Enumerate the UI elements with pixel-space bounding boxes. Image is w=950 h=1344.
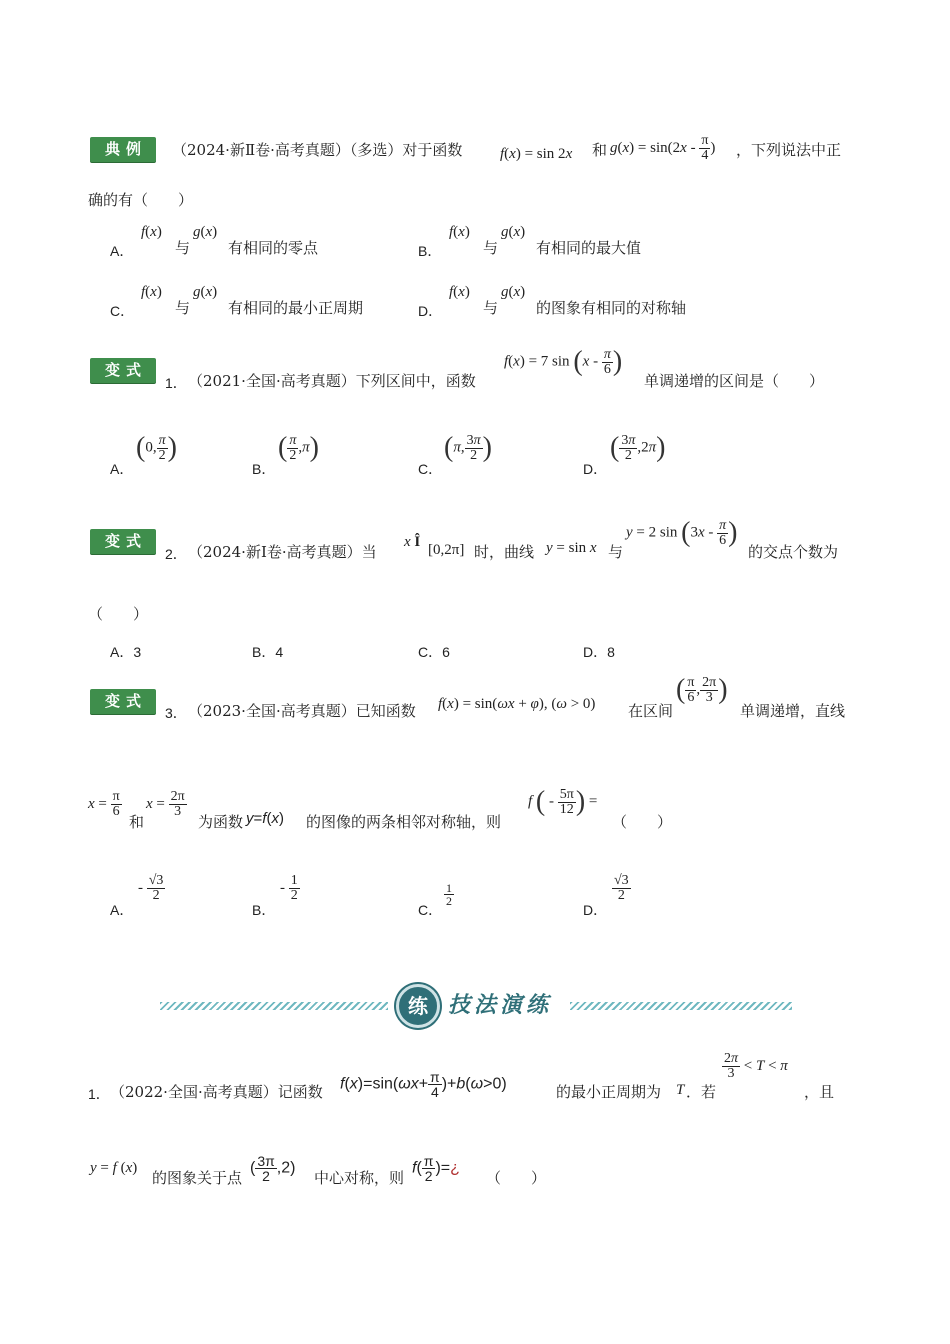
variant-3-query: f ( - $\frac{5\pi}{12}$ ) = — [528, 786, 598, 817]
variant-1-option-b-key[interactable]: B． — [252, 461, 276, 477]
variant-3-line-2: x = $\frac{2\pi}{3}$ — [146, 789, 185, 819]
example-badge: 典例 — [90, 137, 156, 162]
variant-1-tail: 单调递增的区间是（ ） — [644, 372, 825, 390]
practice-1-line2: 的图象关于点 — [152, 1169, 243, 1187]
variant-3-interval: ( $\frac{\pi}{6}$ , $\frac{2\pi}{3}$ ) — [676, 674, 728, 705]
practice-1-qie: ，且 — [804, 1083, 835, 1101]
variant-2-mid: 时，曲线 — [474, 543, 535, 561]
example-option-c-key[interactable]: C． — [110, 303, 135, 319]
practice-1-point: ( $\frac{3\pi}{2}$ ,2) — [250, 1153, 296, 1184]
variant-3-option-a-key[interactable]: A． — [110, 902, 134, 918]
example-option-d-with: 与 — [483, 299, 499, 317]
variant-3-line2b: 的图像的两条相邻对称轴，则 — [306, 813, 502, 831]
variant-1-option-d-key[interactable]: D． — [583, 461, 608, 477]
variant-1-option-c: (π, $\frac{3\pi}{2}$ ) — [444, 432, 492, 463]
variant-2-stem: （2024·新Ⅰ卷·高考真题）当 — [188, 543, 377, 561]
variant-3-stem: （2023·全国·高考真题）已知函数 — [188, 702, 416, 720]
variant-1-number: 1． — [165, 375, 187, 391]
variant-2-paren: （ ） — [88, 605, 149, 623]
variant-1-option-c-key[interactable]: C． — [418, 461, 443, 477]
variant-3-option-c: $\frac{1}{2}$ — [446, 881, 452, 908]
variant-3-yfx: y=f(x) — [246, 810, 284, 827]
variant-1-option-d: ( $\frac{3\pi}{2}$ ,2π) — [610, 432, 666, 463]
example-option-a-f: f(x) — [141, 224, 162, 240]
variant-2-option-a[interactable]: A．3 — [110, 644, 142, 660]
variant-2-interval: [0,2π] — [428, 542, 465, 558]
variant-3-function: f(x) = sin(ωx + φ), (ω > 0) — [438, 696, 596, 712]
practice-1-paren: （ ） — [486, 1169, 547, 1187]
variant-2-number: 2． — [165, 546, 187, 562]
variant-3-option-c-key[interactable]: C． — [418, 902, 443, 918]
variant-3-paren: （ ） — [612, 813, 673, 831]
example-option-a-g: g(x) — [193, 224, 218, 240]
section-divider-right — [570, 1002, 792, 1010]
variant-1-option-b: ( $\frac{\pi}{2}$ ,π) — [278, 432, 319, 463]
example-option-c-g: g(x) — [193, 284, 218, 300]
variant-3-option-b-key[interactable]: B． — [252, 902, 276, 918]
example-f-def: f(x) = sin 2x — [500, 146, 573, 162]
practice-1-condition: $\frac{2\pi}{3}$ < T < π — [724, 1051, 788, 1081]
example-option-c-text: 有相同的最小正周期 — [228, 299, 364, 317]
section-divider-left — [160, 1002, 388, 1010]
example-option-d-text: 的图象有相同的对称轴 — [536, 299, 687, 317]
variant-3-badge: 变式 — [90, 689, 156, 714]
example-stem: （2024·新Ⅱ卷·高考真题）（多选）对于函数 — [172, 141, 463, 159]
variant-2-with: 与 — [608, 543, 624, 561]
example-option-d-key[interactable]: D． — [418, 303, 443, 319]
example-option-c-with: 与 — [175, 299, 191, 317]
example-option-a-key[interactable]: A． — [110, 243, 134, 259]
practice-1-line2b: 中心对称，则 — [314, 1169, 405, 1187]
practice-1-query: f( $\frac{\pi}{2}$ )=¿ — [412, 1153, 460, 1184]
variant-3-option-d-key[interactable]: D． — [583, 902, 608, 918]
practice-1-function: f(x)=sin(ωx+ $\frac{\pi}{4}$ )+b(ω>0) — [340, 1069, 507, 1100]
variant-2-option-c[interactable]: C．6 — [418, 644, 450, 660]
variant-2-tail: 的交点个数为 — [748, 543, 839, 561]
example-option-c-f: f(x) — [141, 284, 162, 300]
example-and: 和 — [592, 141, 608, 159]
example-tail: ，下列说法中正 — [736, 141, 842, 159]
example-option-b-text: 有相同的最大值 — [536, 239, 642, 257]
variant-1-function: f(x) = 7 sin (x - $\frac{\pi}{6}$ ) — [504, 346, 623, 377]
variant-3-mid: 在区间 — [628, 702, 674, 720]
variant-3-and: 和 — [129, 813, 145, 831]
example-option-b-key[interactable]: B． — [418, 243, 442, 259]
section-title: 技法演练 — [448, 992, 553, 1018]
variant-3-option-d: $\frac{√3}{2}$ — [614, 873, 629, 903]
practice-icon: 练 — [396, 984, 440, 1028]
practice-1-ruo: ．若 — [686, 1083, 717, 1101]
practice-1-T: T — [676, 1082, 685, 1098]
variant-2-curve-1: y = sin x — [546, 540, 597, 556]
variant-2-badge: 变式 — [90, 529, 156, 554]
variant-3-line-1: x = $\frac{\pi}{6}$ — [88, 789, 120, 819]
example-option-b-f: f(x) — [449, 224, 470, 240]
practice-1-mid: 的最小正周期为 — [556, 1083, 662, 1101]
variant-3-option-a: - $\frac{√3}{2}$ — [138, 873, 164, 903]
variant-3-tail: 单调递增，直线 — [740, 702, 846, 720]
variant-2-option-d[interactable]: D．8 — [583, 644, 615, 660]
variant-3-option-b: - $\frac{1}{2}$ — [280, 873, 298, 903]
example-option-d-g: g(x) — [501, 284, 526, 300]
example-line2: 确的有（ ） — [88, 191, 194, 209]
example-option-b-with: 与 — [483, 239, 499, 257]
variant-1-option-a: (0, $\frac{\pi}{2}$ ) — [136, 432, 177, 463]
variant-2-x-in: x Î — [404, 534, 421, 550]
variant-2-curve-2: y = 2 sin (3x - $\frac{\pi}{6}$ ) — [626, 517, 738, 548]
example-option-a-with: 与 — [175, 239, 191, 257]
practice-1-yfx: y = f (x) — [90, 1160, 138, 1176]
variant-1-option-a-key[interactable]: A． — [110, 461, 134, 477]
example-option-a-text: 有相同的零点 — [228, 239, 319, 257]
variant-2-option-b[interactable]: B．4 — [252, 644, 284, 660]
example-option-b-g: g(x) — [501, 224, 526, 240]
variant-3-line2-text: 为函数 — [198, 813, 244, 831]
variant-1-stem: （2021·全国·高考真题）下列区间中，函数 — [188, 372, 476, 390]
variant-1-badge: 变式 — [90, 358, 156, 383]
variant-3-number: 3． — [165, 705, 187, 721]
example-option-d-f: f(x) — [449, 284, 470, 300]
example-g-def: g(x) = sin(2x - $\frac{\pi}{4}$ ) — [610, 133, 716, 163]
practice-1-number: 1． — [88, 1086, 110, 1102]
practice-1-stem: （2022·全国·高考真题）记函数 — [110, 1083, 323, 1101]
